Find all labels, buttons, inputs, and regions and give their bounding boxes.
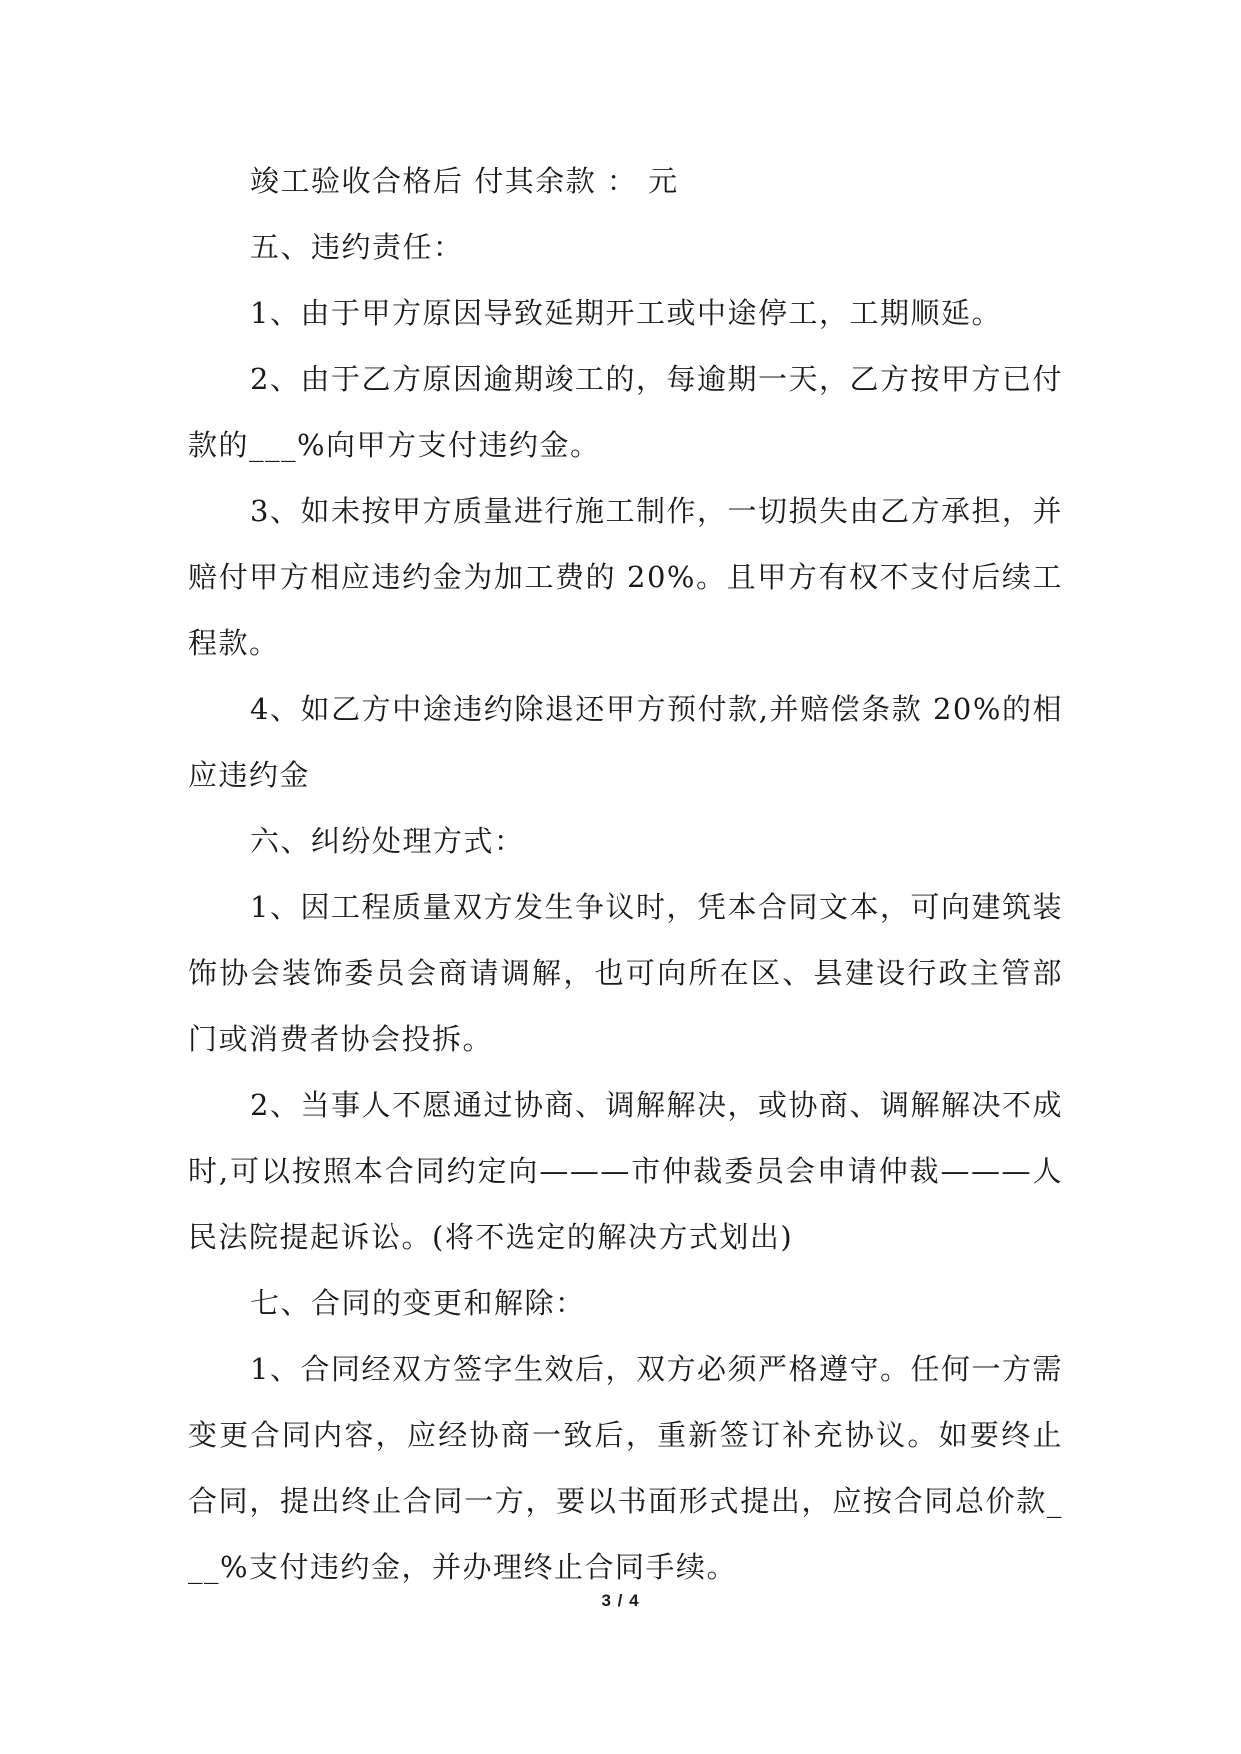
paragraph-breach-2: 2、由于乙方原因逾期竣工的，每逾期一天，乙方按甲方已付款的___%向甲方支付违约金。	[188, 362, 1063, 462]
section-heading-contract-change: 七、合同的变更和解除：	[250, 1286, 586, 1320]
paragraph-final-payment: 竣工验收合格后 付其余款 ： 元	[250, 164, 679, 198]
paragraph-breach-1: 1、由于甲方原因导致延期开工或中途停工，工期顺延。	[250, 296, 1002, 330]
paragraph-change-1: 1、合同经双方签字生效后，双方必须严格遵守。任何一方需变更合同内容，应经协商一致后，重新签订补充协议。如要终止合同，提出终止合同一方，要以书面形式提出，应按合同总价款___%支付违约金，并办理终止合同手续。	[188, 1352, 1063, 1584]
section-heading-dispute-resolution: 六、纠纷处理方式：	[250, 824, 525, 858]
section-heading-breach-liability: 五、违约责任：	[250, 230, 464, 264]
paragraph-breach-4: 4、如乙方中途违约除退还甲方预付款,并赔偿条款 20%的相应违约金	[188, 692, 1063, 792]
paragraph-dispute-2: 2、当事人不愿通过协商、调解解决，或协商、调解解决不成时,可以按照本合同约定向———市仲裁委员会申请仲裁———人民法院提起诉讼。(将不选定的解决方式划出)	[188, 1088, 1063, 1254]
paragraph-dispute-1: 1、因工程质量双方发生争议时，凭本合同文本，可向建筑装饰协会装饰委员会商请调解，也可向所在区、县建设行政主管部门或消费者协会投拆。	[188, 890, 1063, 1056]
paragraph-breach-3: 3、如未按甲方质量进行施工制作，一切损失由乙方承担，并赔付甲方相应违约金为加工费的 20%。且甲方有权不支付后续工程款。	[188, 494, 1063, 660]
page-number: 3 / 4	[601, 1591, 640, 1610]
document-body	[188, 148, 1063, 1600]
